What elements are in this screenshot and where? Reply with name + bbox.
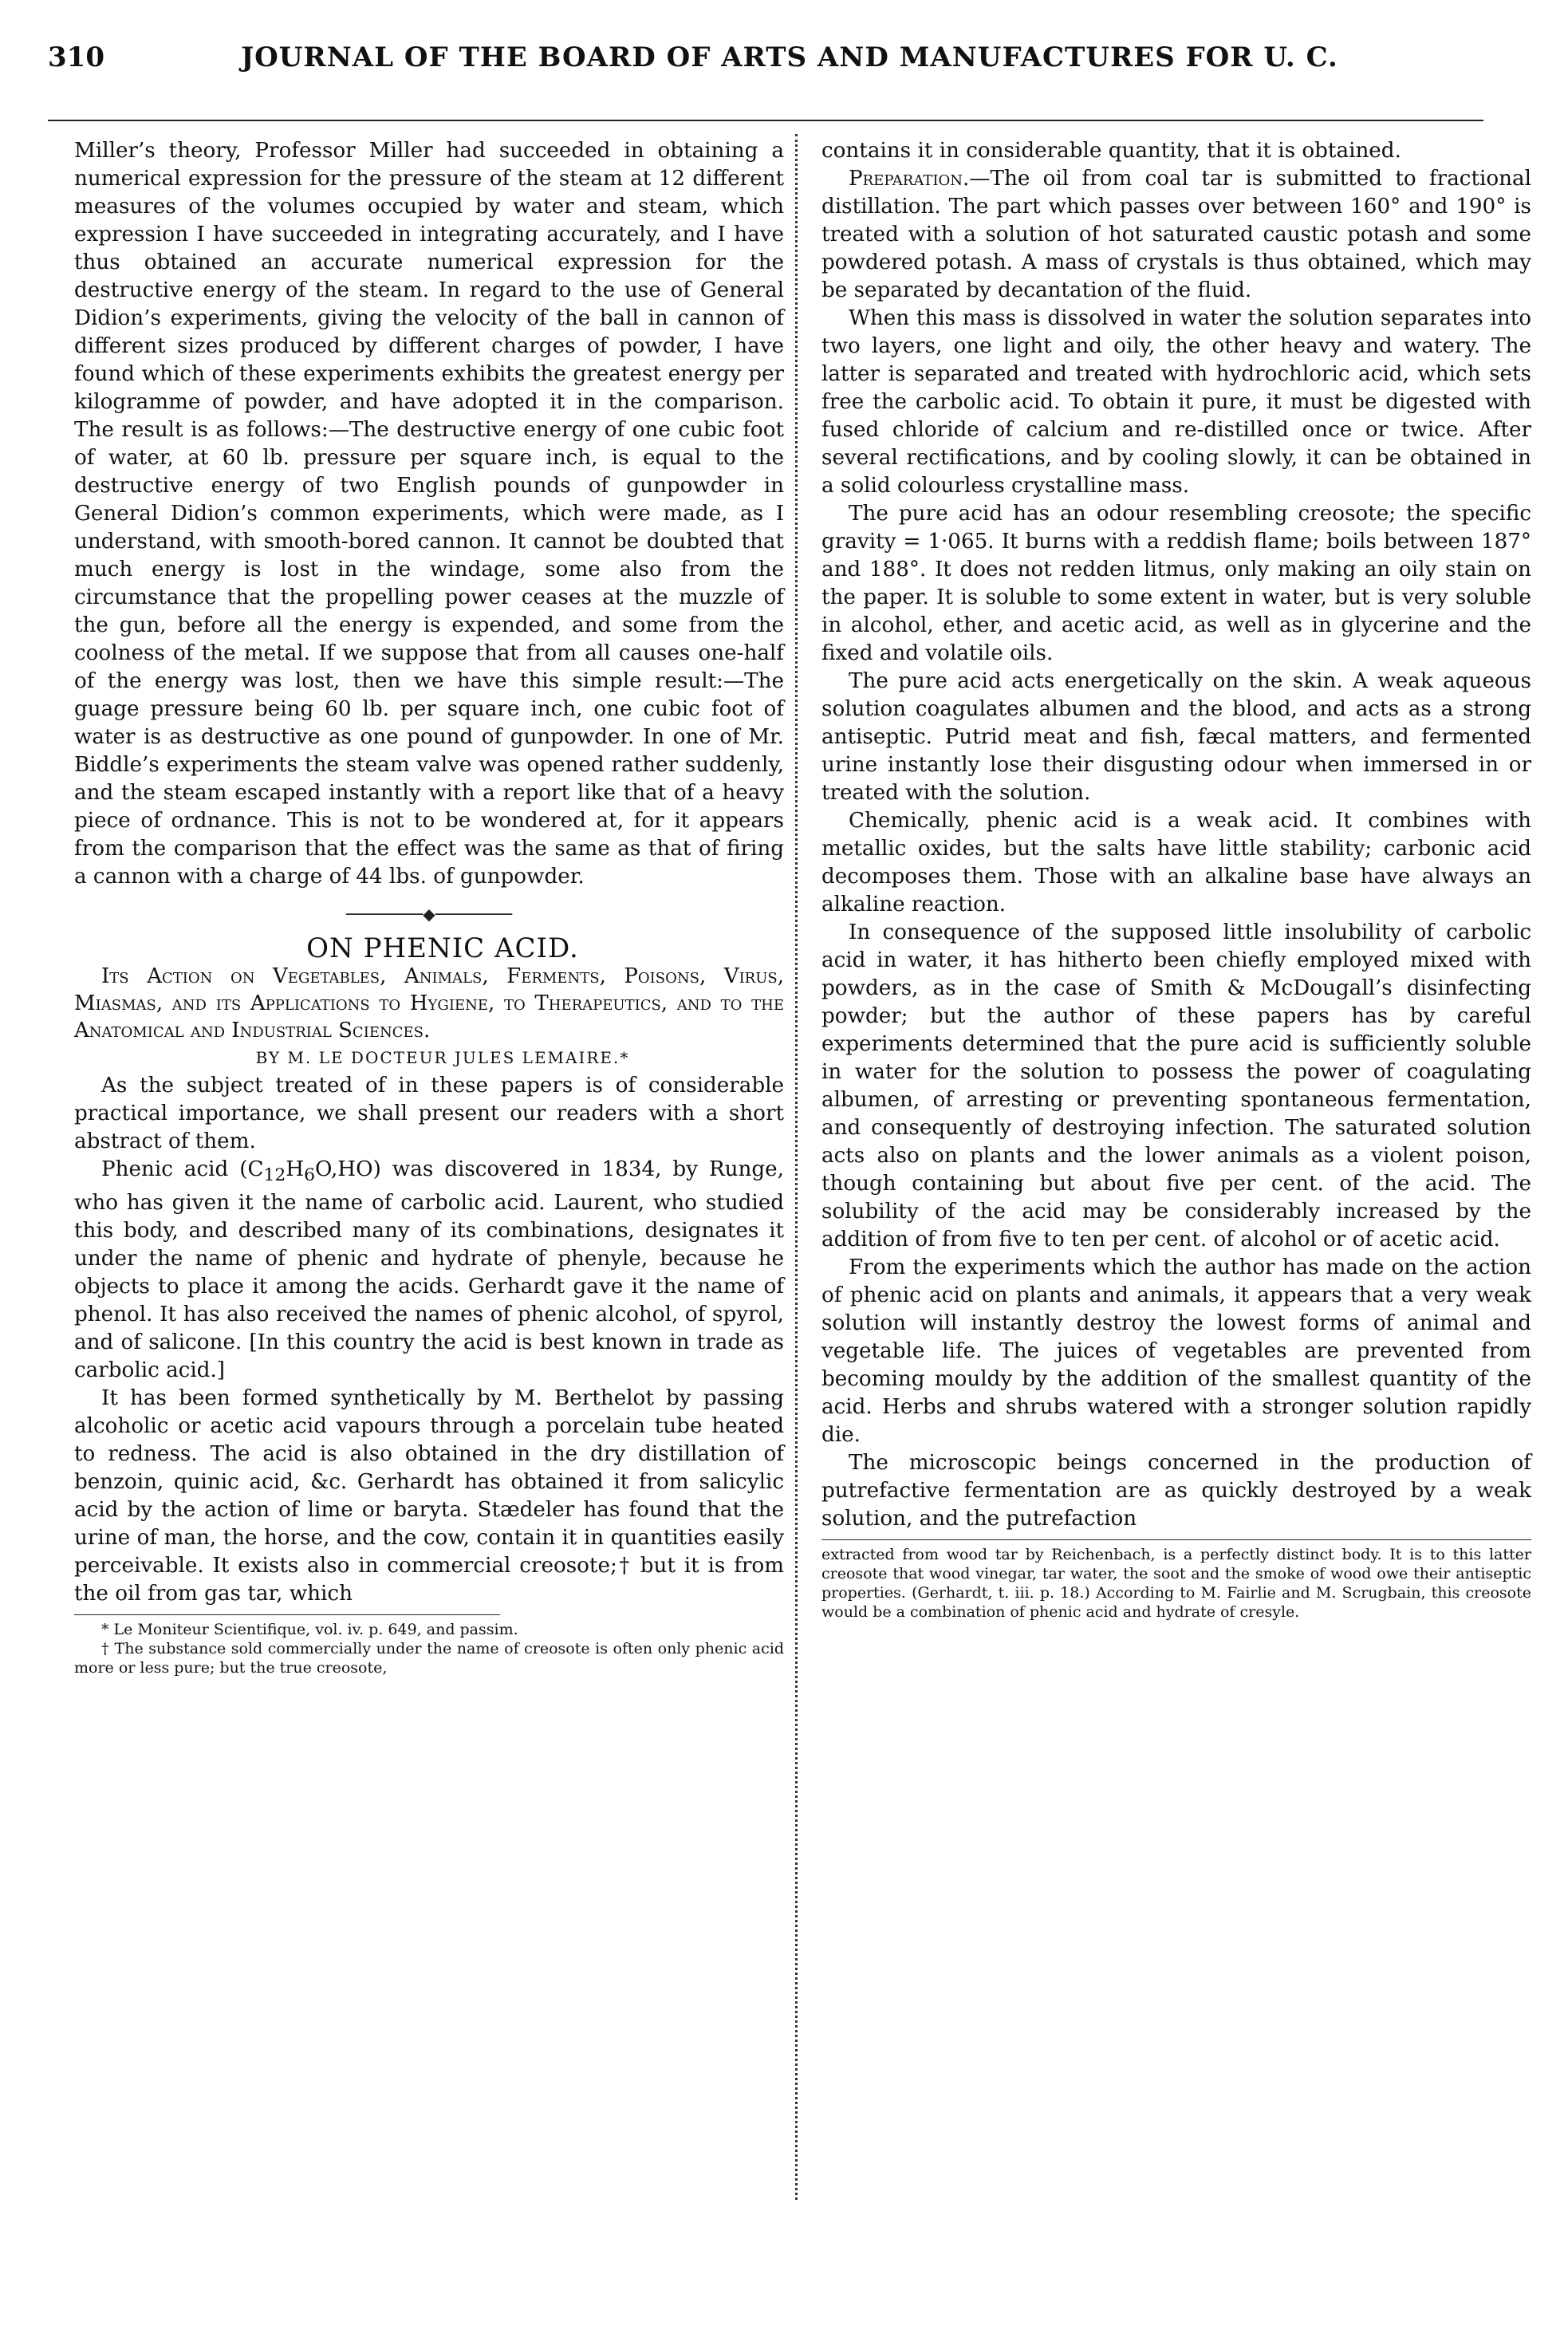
- paragraph: The microscopic beings concerned in the production of putrefactive fermentation are as quickly destroyed by a weak solution, and the putrefaction: [821, 1451, 1531, 1531]
- paragraph: Phenic acid $(C_{12}H_6O,HO)$ was discovered in 1834, by Runge, who has given it the name of carbolic acid. Laurent, who studied this body, and described many of its combinations, designates it under the name of phenic and hydrate of phenyle, because he objects to place it among the acids. Gerhardt gave it the name of phenol. It has also received the names of phenic alcohol, of spyrol, and of salicone. [In this country the acid is best known in trade as carbolic acid.]: [74, 1157, 784, 1383]
- paragraph: Chemically, phenic acid is a weak acid. It combines with metallic oxides, but the salts have little stability; carbonic acid decomposes them. Those with an alkaline base have always an alkaline reaction.: [821, 809, 1531, 916]
- paragraph: contains it in considerable quantity, that it is obtained.: [821, 139, 1401, 163]
- left-column: [74, 137, 784, 1677]
- paragraph: The pure acid acts energetically on the skin. A weak aqueous solution coagulates albumen and the blood, and acts as a strong antiseptic. Putrid meat and fish, fæcal matters, and fermented urine instantly lose their disgusting odour when immersed in or treated with the solution.: [821, 669, 1531, 805]
- section-separator: ────────◆────────: [345, 905, 513, 924]
- run-in-heading: Preparation.: [849, 167, 970, 191]
- footnote: extracted from wood tar by Reichenbach, is a perfectly distinct body. It is to this latter creosote that wood vinegar, tar water, the soot and the smoke of wood owe their antiseptic properties. (Gerhardt, t. iii. p. 18.) According to M. Fairlie and M. Scrugbain, this creosote would be a combination of phenic acid and hydrate of cresyle.: [821, 1546, 1531, 1621]
- paragraph: Miller’s theory, Professor Miller had succeeded in obtaining a numerical expression for the pressure of the steam at 12 different measures of the volumes occupied by water and steam, which expression I have succeeded in integrating accurately, and I have thus obtained an accurate numerical expression for the destructive energy of the steam. In regard to the use of General Didion’s experiments, giving the velocity of the ball in cannon of different sizes produced by different charges of powder, I have found which of these experiments exhibits the greatest energy per kilogramme of powder, and have adopted it in the comparison. The result is as follows:—The destructive energy of one cubic foot of water, at 60 lb. pressure per square inch, is equal to the destructive energy of two English pounds of gunpowder in General Didion’s common experiments, which were made, as I understand, with smooth-bored cannon. It cannot be doubted that much energy is lost in the windage, some also from the circumstance that the propelling power ceases at the muzzle of the gun, before all the energy is expended, and some from the coolness of the metal. If we suppose that from all causes one-half of the energy was lost, then we have this simple result:—The guage pressure being 60 lb. per square inch, one cubic foot of water is as destructive as one pound of gunpowder. In one of Mr. Biddle’s experiments the steam valve was opened rather suddenly, and the steam escaped instantly with a report like that of a heavy piece of ordnance. This is not to be wondered at, for it appears from the comparison that the effect was the same as that of firing a cannon with a charge of 44 lbs. of gunpowder.: [74, 139, 784, 889]
- paragraph: When this mass is dissolved in water the solution separates into two layers, one light and oily, the other heavy and watery. The latter is separated and treated with hydrochloric acid, which sets free the carbolic acid. To obtain it pure, it must be digested with fused chloride of calcium and re-distilled once or twice. After several rectifications, and by cooling slowly, it can be obtained in a solid colourless crystalline mass.: [821, 306, 1531, 498]
- header-rule: [48, 120, 1483, 121]
- footnote-rule: [821, 1539, 1531, 1540]
- paragraph: The pure acid has an odour resembling creosote; the specific gravity = 1·065. It burns with a reddish flame; boils between 187° and 188°. It does not redden litmus, only making an oily stain on the paper. It is soluble to some extent in water, but is very soluble in alcohol, ether, and acetic acid, as well as in glycerine and the fixed and volatile oils.: [821, 502, 1531, 665]
- section-subtitle: Its Action on Vegetables, Animals, Ferments, Poisons, Virus, Miasmas, and its Applications to Hygiene, to Therapeutics, and to the Anatomical and Industrial Sciences.: [74, 964, 785, 1042]
- paragraph: It has been formed synthetically by M. Berthelot by passing alcoholic or acetic acid vapours through a porcelain tube heated to redness. The acid is also obtained in the dry distillation of benzoin, quinic acid, &c. Gerhardt has obtained it from salicylic acid by the action of lime or baryta. Stædeler has found that the urine of man, the horse, and the cow, contain it in quantities easily perceivable. It exists also in commercial creosote;† but it is from the oil from gas tar, which: [74, 1386, 784, 1606]
- paragraph: As the subject treated of in these papers is of considerable practical importance, we shall present our readers with a short abstract of them.: [74, 1074, 784, 1153]
- paragraph: In consequence of the supposed little insolubility of carbolic acid in water, it has hitherto been chiefly employed mixed with powders, as in the case of Smith & McDougall’s disinfecting powder; but the author of these papers has by careful experiments determined that the pure acid is sufficiently soluble in water for the solution to possess the power of coagulating albumen, of arresting or preventing spontaneous fermentation, and consequently of destroying infection. The saturated solution acts also on plants and the lower animals as a violent poison, though containing but about five per cent. of the acid. The solubility of the acid may be considerably increased by the addition of from five to ten per cent. of alcohol or of acetic acid.: [821, 920, 1531, 1251]
- paragraph: From the experiments which the author has made on the action of phenic acid on plants and animals, it appears that a very weak solution will instantly destroy the lowest forms of animal and vegetable life. The juices of vegetables are prevented from becoming mouldy by the addition of the smallest quantity of the acid. Herbs and shrubs watered with a stronger solution rapidly die.: [821, 1255, 1531, 1447]
- footnote: * Le Moniteur Scientifique, vol. iv. p. 649, and passim.: [101, 1621, 518, 1639]
- right-column: [821, 137, 1531, 1622]
- running-title: JOURNAL OF THE BOARD OF ARTS AND MANUFACTURES FOR U. C.: [241, 41, 1338, 73]
- column-divider: [795, 134, 798, 2200]
- footnote: † The substance sold commercially under the name of creosote is often only phenic acid more or less pure; but the true creosote,: [74, 1640, 784, 1677]
- section-author: BY M. LE DOCTEUR JULES LEMAIRE.*: [255, 1048, 630, 1067]
- page-header: [48, 41, 1531, 89]
- footnote-rule: [74, 1614, 500, 1615]
- section-title: ON PHENIC ACID.: [306, 932, 579, 964]
- paragraph: Preparation.—The oil from coal tar is submitted to fractional distillation. The part which passes over between 160° and 190° is treated with a solution of hot saturated caustic potash and some powdered potash. A mass of crystals is thus obtained, which may be separated by decantation of the fluid.: [821, 167, 1531, 302]
- page-number: 310: [48, 41, 104, 73]
